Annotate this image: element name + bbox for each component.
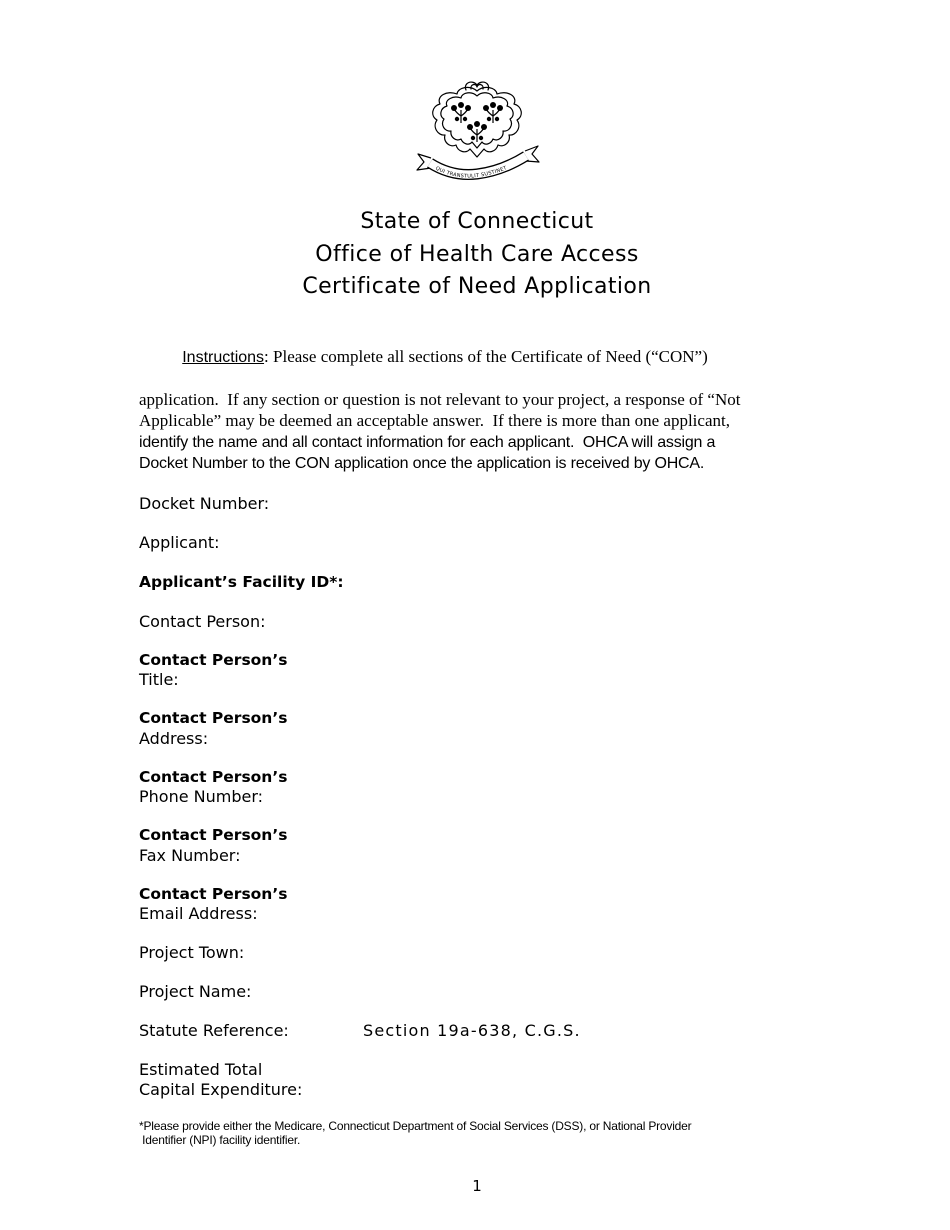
instructions-line-5: Docket Number to the CON application once the application is received by OHCA. — [139, 454, 705, 472]
applicant-label: Applicant: — [139, 532, 220, 552]
field-docket-number — [139, 494, 815, 514]
statute-reference-label: Statute Reference: — [139, 1021, 289, 1041]
applicant-facility-id-label: Applicant’s Facility ID*: — [139, 572, 344, 591]
contact-persons-bold-label: Contact Person’s — [139, 884, 288, 903]
statute-reference-value: Section 19a-638, C.G.S. — [363, 1021, 581, 1041]
form-fields — [139, 494, 815, 1100]
field-contact-person-fax — [139, 826, 815, 865]
field-applicant — [139, 533, 815, 553]
docket-number-label: Docket Number: — [139, 493, 270, 513]
grapevines-icon — [451, 102, 503, 142]
motto-ribbon-icon — [417, 146, 539, 180]
field-project-name — [139, 982, 815, 1002]
page-title — [139, 206, 815, 304]
field-statute-reference — [139, 1021, 815, 1041]
instructions-line-2: application. If any section or question is not relevant to your project, a response of “Not — [139, 390, 741, 410]
phone-number-label: Phone Number: — [139, 787, 264, 807]
instructions-line-1: : Please complete all sections of the Certificate of Need (“CON”) — [264, 346, 708, 366]
field-contact-person-phone — [139, 768, 815, 807]
contact-person-label: Contact Person: — [139, 611, 266, 631]
instructions-label: Instructions — [182, 348, 265, 366]
contact-persons-bold-label: Contact Person’s — [139, 709, 288, 728]
field-contact-person-title — [139, 651, 815, 690]
connecticut-state-seal-icon — [414, 78, 541, 182]
footnote-line-2: Identifier (NPI) facility identifier. — [139, 1132, 301, 1147]
field-applicant-facility-id — [139, 572, 815, 593]
footnote — [139, 1119, 815, 1147]
contact-persons-bold-label: Contact Person’s — [139, 826, 288, 845]
contact-persons-bold-label: Contact Person’s — [139, 650, 288, 669]
title-line-3: Certificate of Need Application — [302, 274, 652, 299]
contact-persons-bold-label: Contact Person’s — [139, 767, 288, 786]
address-label: Address: — [139, 728, 209, 748]
seal-motto: QUI TRANSTULIT SUSTINET — [433, 165, 508, 180]
page-number: 1 — [472, 1176, 482, 1195]
field-contact-person — [139, 612, 815, 632]
estimated-total-label: Estimated Total — [139, 1060, 263, 1080]
instructions-line-3: Applicable” may be deemed an acceptable answer. If there is more than one applicant, — [139, 411, 730, 431]
title-label: Title: — [139, 670, 179, 690]
title-line-1: State of Connecticut — [360, 209, 594, 234]
field-contact-person-address — [139, 709, 815, 748]
fax-number-label: Fax Number: — [139, 845, 241, 865]
footnote-line-1: *Please provide either the Medicare, Connecticut Department of Social Services (DSS), or National Provider — [139, 1118, 692, 1133]
instructions-paragraph — [139, 325, 815, 474]
instructions-line-4: identify the name and all contact information for each applicant. OHCA will assign a — [139, 433, 716, 451]
field-estimated-capital-expenditure — [139, 1060, 815, 1099]
title-line-2: Office of Health Care Access — [315, 241, 639, 267]
email-address-label: Email Address: — [139, 904, 258, 924]
field-contact-person-email — [139, 885, 815, 924]
project-name-label: Project Name: — [139, 982, 252, 1002]
capital-expenditure-label: Capital Expenditure: — [139, 1079, 303, 1099]
field-project-town — [139, 943, 815, 963]
project-town-label: Project Town: — [139, 943, 245, 963]
